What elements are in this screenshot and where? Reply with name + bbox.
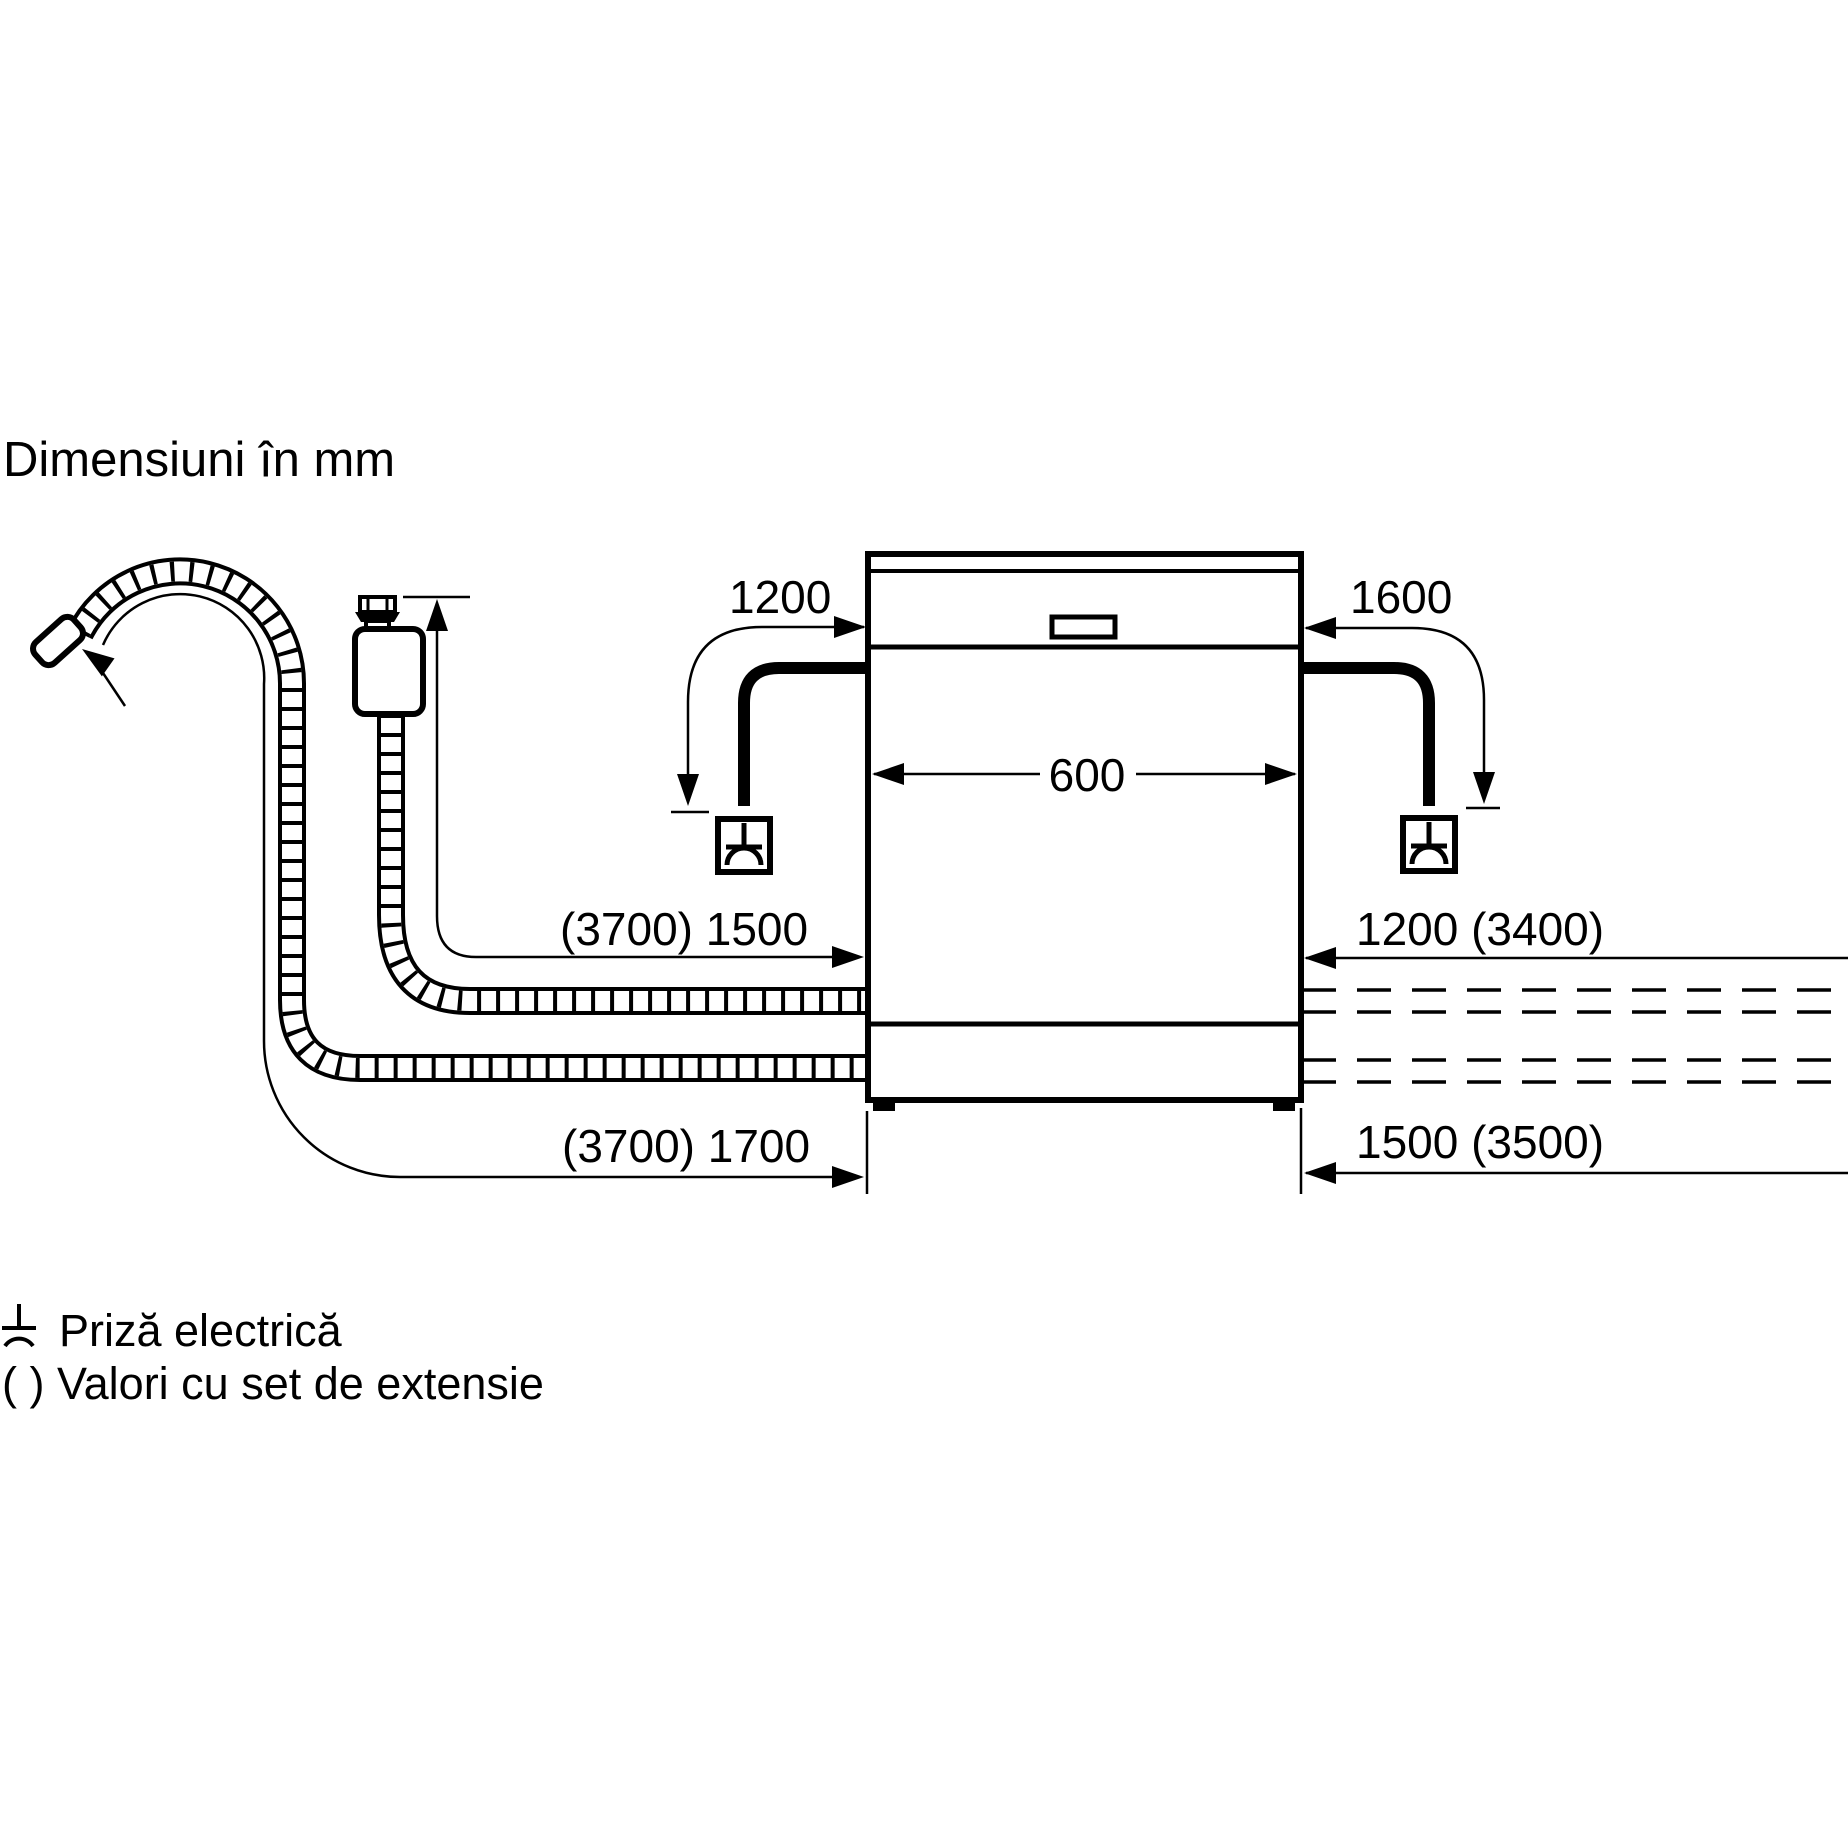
dim-label-cord-left: 1200 bbox=[729, 571, 832, 623]
legend-extension-label: ( ) Valori cu set de extensie bbox=[2, 1358, 544, 1409]
legend-socket-icon bbox=[2, 1304, 36, 1346]
hose-continuation-dashed bbox=[1302, 990, 1848, 1082]
page-title: Dimensiuni în mm bbox=[3, 433, 396, 487]
power-cord-left bbox=[744, 668, 868, 806]
dim-label-drain-right: 1500 (3500) bbox=[1356, 1116, 1605, 1168]
power-cord-right bbox=[1301, 668, 1429, 806]
dim-line-drain bbox=[103, 594, 838, 1177]
legend-socket-label: Priză electrică bbox=[59, 1305, 342, 1356]
drain-hose-end-icon bbox=[29, 613, 86, 669]
door-handle bbox=[1052, 617, 1115, 637]
dim-line-cord-left bbox=[688, 627, 864, 794]
socket-outlet-icon bbox=[718, 819, 770, 872]
dim-label-width: 600 bbox=[1048, 749, 1126, 801]
dim-label-supply-left: (3700) 1500 bbox=[560, 903, 809, 955]
dim-label-supply-right: 1200 (3400) bbox=[1356, 903, 1605, 955]
socket-outlet-icon bbox=[1403, 818, 1455, 871]
foot-left bbox=[873, 1100, 895, 1111]
dishwasher-outline bbox=[868, 554, 1301, 1111]
dim-label-cord-right: 1600 bbox=[1350, 571, 1453, 623]
aquastop-valve-icon bbox=[355, 597, 423, 714]
dim-line-cord-right bbox=[1306, 628, 1484, 792]
dim-label-drain-left: (3700) 1700 bbox=[562, 1120, 811, 1172]
foot-right bbox=[1273, 1100, 1295, 1111]
